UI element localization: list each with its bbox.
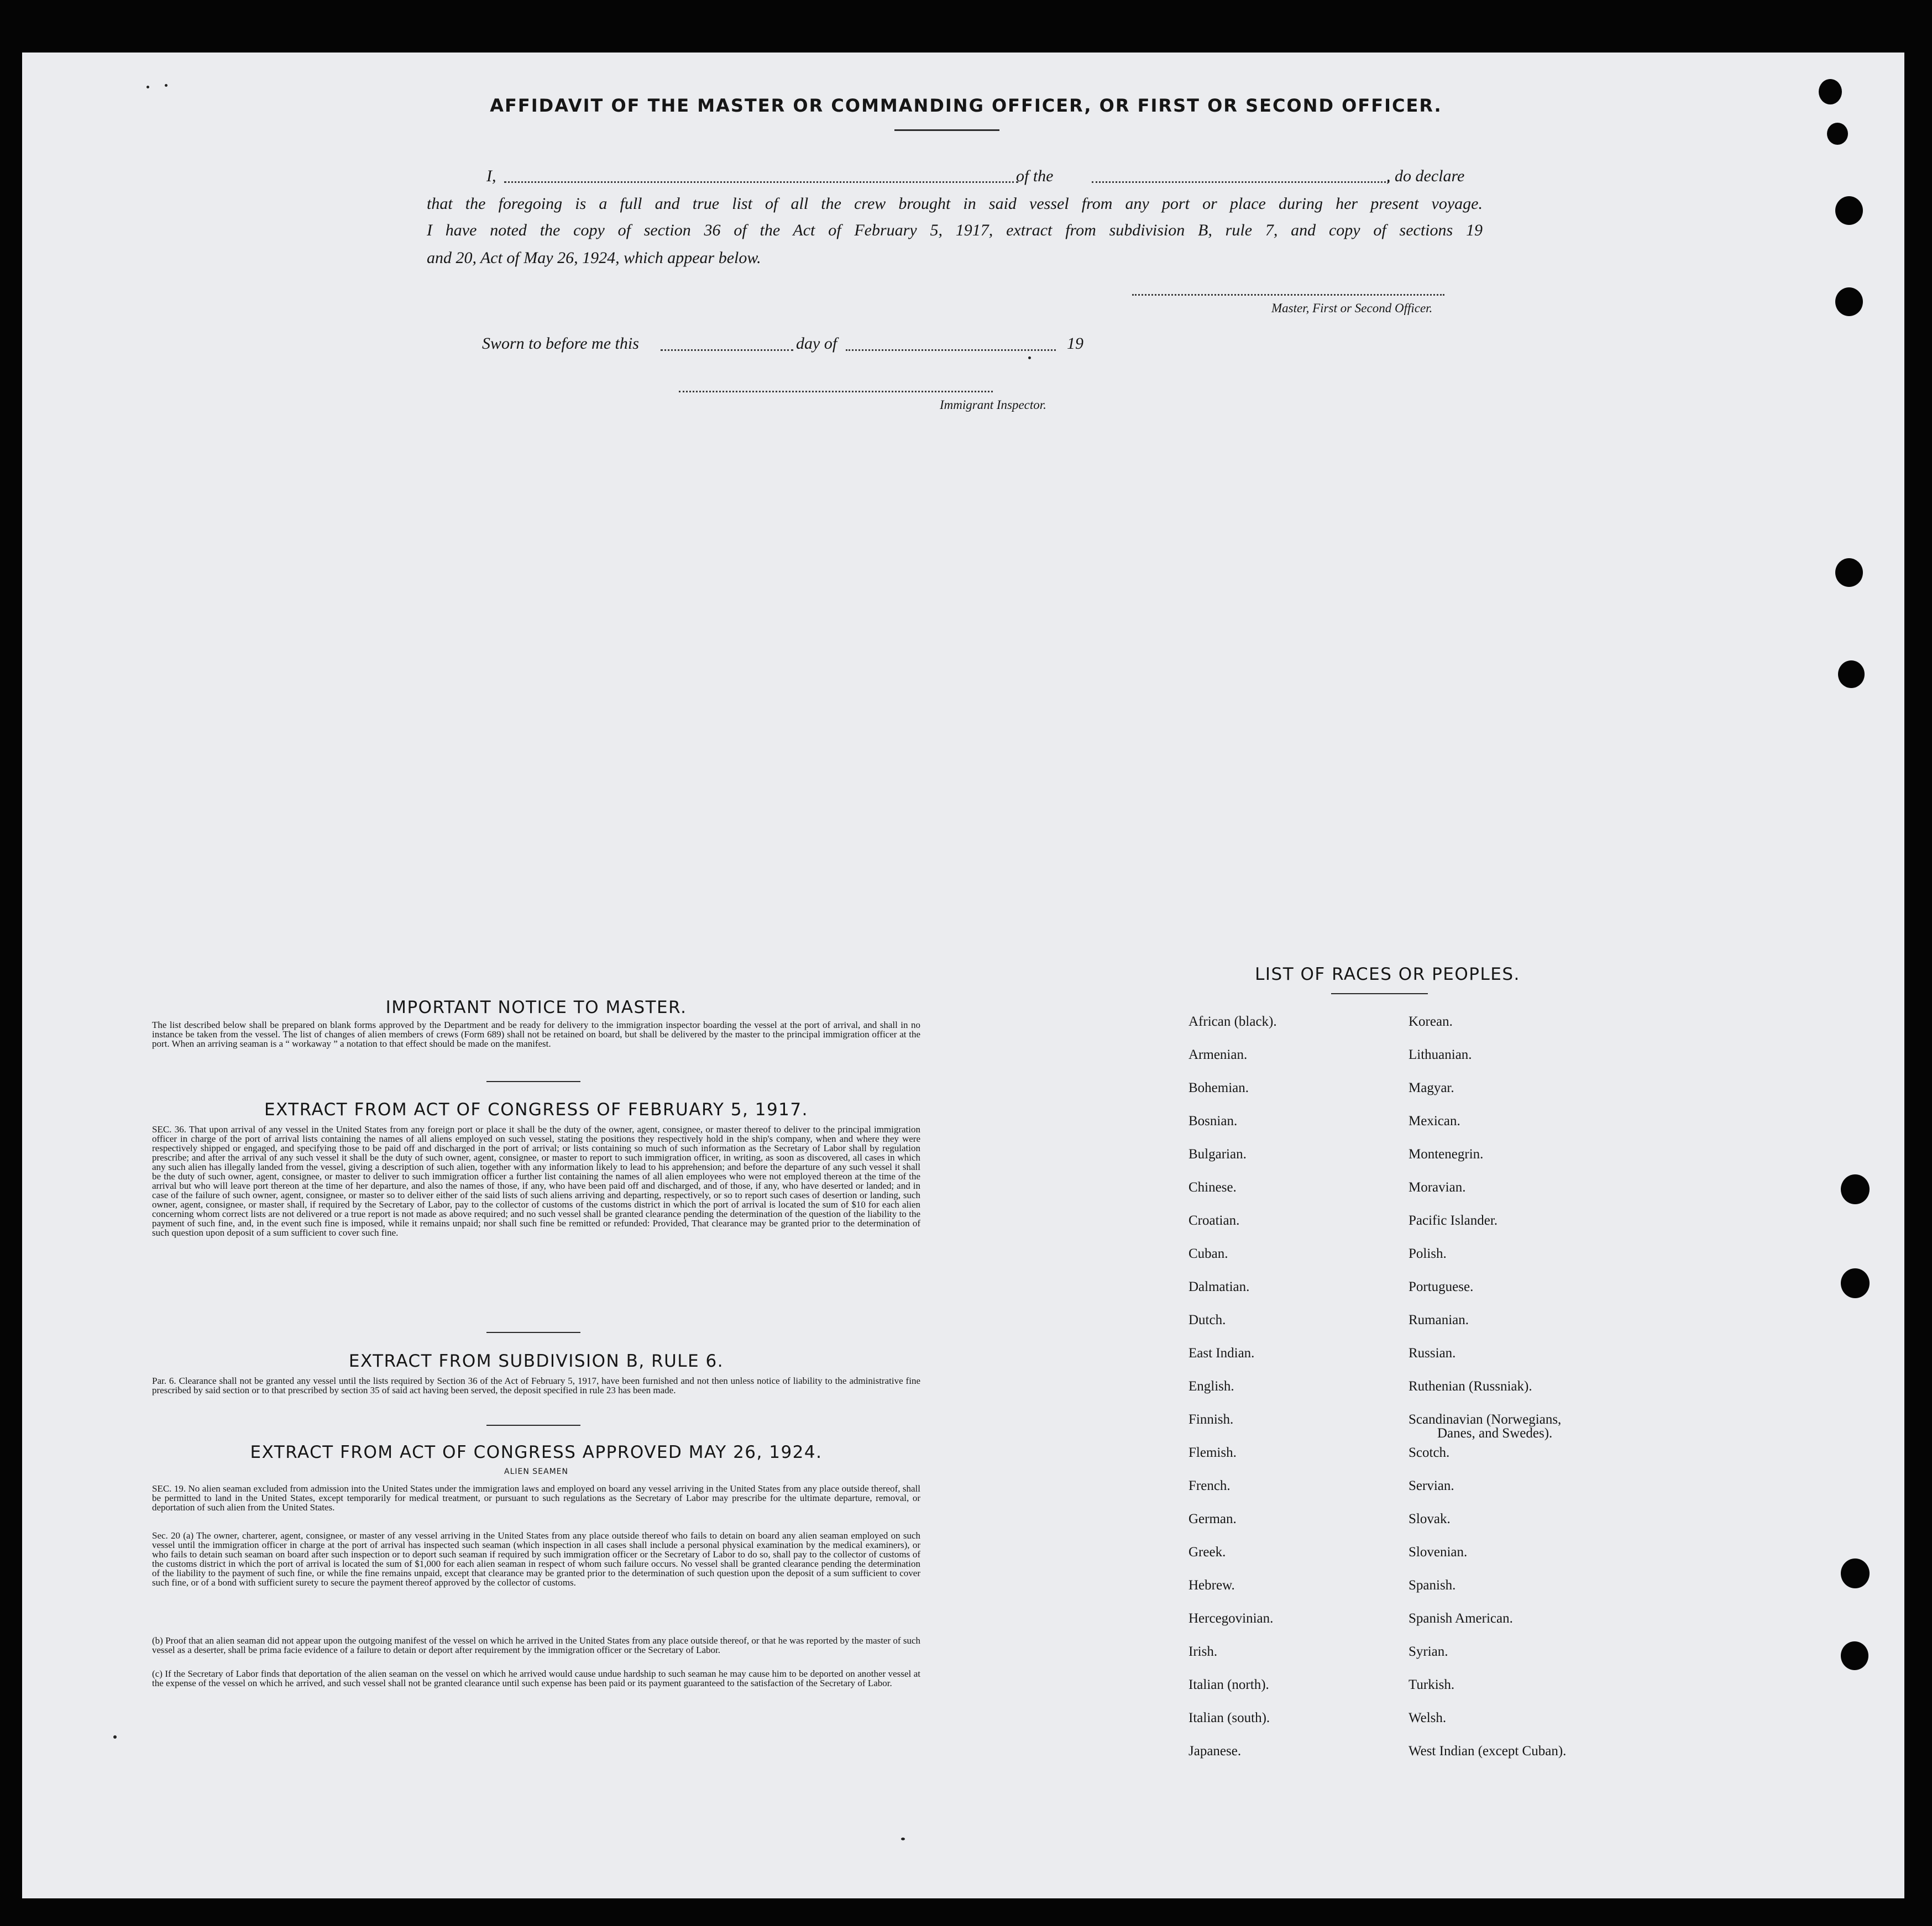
speck <box>1028 356 1031 359</box>
race-item: Scandinavian (Norwegians, <box>1409 1412 1562 1427</box>
affidavit-declare: , do declare <box>1386 167 1465 185</box>
race-item: English. <box>1188 1379 1234 1394</box>
race-item: Japanese. <box>1188 1744 1242 1759</box>
punch-hole <box>1841 1268 1870 1298</box>
speck <box>113 1735 117 1739</box>
race-item: Cuban. <box>1188 1246 1228 1261</box>
race-item: Scotch. <box>1409 1445 1450 1460</box>
race-item: Armenian. <box>1188 1047 1248 1062</box>
race-item: Welsh. <box>1409 1710 1447 1725</box>
punch-hole <box>1838 660 1865 688</box>
scandinavian-continuation: Danes, and Swedes). <box>1437 1426 1553 1441</box>
alien-seamen-subheading: ALIEN SEAMEN <box>504 1467 568 1476</box>
race-item: Slovenian. <box>1409 1545 1468 1560</box>
race-item: Turkish. <box>1409 1677 1455 1692</box>
divider <box>486 1081 580 1082</box>
race-item: Greek. <box>1188 1545 1226 1560</box>
race-item: Italian (north). <box>1188 1677 1269 1692</box>
race-item: Lithuanian. <box>1409 1047 1472 1062</box>
extract-1924-heading: EXTRACT FROM ACT OF CONGRESS APPROVED MAY 26, 1924. <box>250 1442 823 1462</box>
race-item: Irish. <box>1188 1644 1218 1659</box>
race-item: Dutch. <box>1188 1313 1226 1327</box>
speck <box>165 84 167 87</box>
punch-hole <box>1819 79 1842 104</box>
punch-hole <box>1835 287 1863 316</box>
divider <box>486 1425 580 1426</box>
month-blank[interactable] <box>846 349 1056 351</box>
rule6-heading: EXTRACT FROM SUBDIVISION B, RULE 6. <box>348 1351 724 1371</box>
day-blank[interactable] <box>661 349 793 351</box>
race-item: Slovak. <box>1409 1512 1451 1526</box>
punch-hole <box>1835 196 1863 225</box>
speck <box>146 86 149 88</box>
race-item: Mexican. <box>1409 1114 1460 1129</box>
punch-hole <box>1835 558 1863 587</box>
affidavit-line2: that the foregoing is a full and true list of all the crew brought in said vessel from any port or place during her present voyage. <box>427 195 1483 213</box>
year-prefix: 19 <box>1067 334 1083 353</box>
races-underline <box>1331 993 1428 994</box>
races-heading: LIST OF RACES OR PEOPLES. <box>1255 964 1520 984</box>
race-item: Bosnian. <box>1188 1114 1238 1129</box>
race-item: Hercegovinian. <box>1188 1611 1274 1626</box>
affidavit-line3: I have noted the copy of section 36 of the Act of February 5, 1917, extract from subdivision B, rule 7, and copy of sections 19 <box>427 221 1483 239</box>
form-sheet <box>22 53 1904 1898</box>
extract-1917-text: SEC. 36. That upon arrival of any vessel in the United States from any foreign port or place it shall be the duty of the owner, agent, consignee, or master thereof to deliver to the principal immigration officer in charge of the port of arrival lists containing the names of all aliens employed on such vessel, stating the positions they respectively hold in the ship's company, when and where they were respectively shipped or engaged, and specifying those to be paid off and discharged in the port of arrival; or lists containing so much of such information as the Secretary of Labor shall by regulation prescribe; and after the arrival of any such vessel it shall be the duty of such owner, agent, consignee, or master to report to such immigration officer, in writing, as soon as discovered, all cases in which any such alien has illegally landed from the vessel, giving a description of such alien, together with any information likely to lead to his apprehension; and before the departure of any such vessel it shall be the duty of such owner, agent, consignee, or master to deliver to such immigration officer a further list containing the names of all alien employees who were not employed thereon at the time of the arrival but who will leave port thereon at the time of her departure, and also the names of those, if any, who have been paid off and discharged, and of those, if any, who have deserted or landed; and in case of the failure of such owner, agent, consignee, or master so to deliver either of the said lists of such aliens arriving and departing, respectively, or so to report such cases of desertion or landing, such owner, agent, consignee, or master shall, if required by the Secretary of Labor, pay to the collector of customs of the customs district in which the port of arrival is located the sum of $10 for each alien concerning whom correct lists are not delivered or a true report is not made as above required; and no such vessel shall be granted clearance pending the determination of the question of the liability to the payment of such fine, and, in the event such fine is imposed, while it remains unpaid; nor shall such fine be remitted or refunded: Provided, That clearance may be granted prior to the determination of such question upon deposit of a sum sufficient to cover such fine. <box>152 1124 920 1238</box>
affidavit-line4: and 20, Act of May 26, 1924, which appear below. <box>427 249 761 267</box>
extract-1917-heading: EXTRACT FROM ACT OF CONGRESS OF FEBRUARY 5, 1917. <box>264 1100 808 1120</box>
race-item: Chinese. <box>1188 1180 1237 1195</box>
race-item: Dalmatian. <box>1188 1279 1250 1294</box>
race-item: Croatian. <box>1188 1213 1240 1228</box>
race-item: Servian. <box>1409 1478 1454 1493</box>
inspector-signature-blank[interactable] <box>679 391 993 392</box>
rule6-text: Par. 6. Clearance shall not be granted any vessel until the lists required by Section 36 of the Act of February 5, 1917, have been furnished and not then unless notice of liability to the administrative fine prescribed by said section or to that prescribed by section 35 of said act having been served, the deposit specified in rule 23 has been made. <box>152 1376 920 1395</box>
inspector-label: Immigrant Inspector. <box>940 398 1046 412</box>
affidavit-i: I, <box>486 167 496 185</box>
race-item: Polish. <box>1409 1246 1447 1261</box>
race-item: Montenegrin. <box>1409 1147 1484 1162</box>
affidavit-of-the: of the <box>1016 167 1054 185</box>
race-item: Moravian. <box>1409 1180 1466 1195</box>
race-item: Bulgarian. <box>1188 1147 1247 1162</box>
race-item: Ruthenian (Russniak). <box>1409 1379 1532 1394</box>
race-item: Spanish American. <box>1409 1611 1513 1626</box>
punch-hole <box>1841 1174 1870 1204</box>
vessel-blank[interactable] <box>1092 181 1389 183</box>
sec20b-text: (b) Proof that an alien seaman did not appear upon the outgoing manifest of the vessel on which he arrived in the United States from any place outside thereof, or that he was reported by the master of such vessel as a deserter, shall be prima facie evidence of a failure to detain or deport after requirement by the immigration officer or the Secretary of Labor. <box>152 1635 920 1655</box>
race-item: Hebrew. <box>1188 1578 1235 1593</box>
race-item: Korean. <box>1409 1014 1453 1029</box>
sec20a-text: Sec. 20 (a) The owner, charterer, agent, consignee, or master of any vessel arriving in the United States from any place outside thereof who fails to detain on board any alien seaman employed on such vessel until the immigration officer in charge at the port of arrival has inspected such seaman (which inspection in all cases shall include a personal physical examination by the medical examiners), or who fails to detain such seaman on board after such inspection or to deport such seaman if required by such immigration officer or the Secretary of Labor to do so, shall pay to the collector of customs of the customs district in which the port of arrival is located the sum of $1,000 for each alien seaman in respect of whom such failure occurs. No vessel shall be granted clearance pending the determination of the liability to the payment of such fine, or while the fine remains unpaid, except that clearance may be granted prior to the determination of such question upon the deposit of a sum sufficient to cover such fine, or of a bond with sufficient surety to secure the payment thereof approved by the collector of customs. <box>152 1530 920 1588</box>
affidavit-title: AFFIDAVIT OF THE MASTER OR COMMANDING OFFICER, OR FIRST OR SECOND OFFICER. <box>490 95 1442 116</box>
race-item: Bohemian. <box>1188 1080 1249 1095</box>
race-item: Russian. <box>1409 1346 1456 1361</box>
sec19-text: SEC. 19. No alien seaman excluded from admission into the United States under the immigration laws and employed on board any vessel arriving in the United States from any place outside thereof, shall be permitted to land in the United States, except temporarily for medical treatment, or pursuant to such regulations as the Secretary of Labor may prescribe for the ultimate departure, removal, or deportation of such alien from the United States. <box>152 1483 920 1513</box>
sworn-text: Sworn to before me this <box>482 334 639 353</box>
race-item: East Indian. <box>1188 1346 1255 1361</box>
name-blank[interactable] <box>504 181 1018 183</box>
race-item: West Indian (except Cuban). <box>1409 1744 1567 1759</box>
race-item: German. <box>1188 1512 1237 1526</box>
race-item: French. <box>1188 1478 1231 1493</box>
race-item: African (black). <box>1188 1014 1277 1029</box>
race-item: Rumanian. <box>1409 1313 1469 1327</box>
race-item: Italian (south). <box>1188 1710 1270 1725</box>
race-item: Syrian. <box>1409 1644 1448 1659</box>
punch-hole <box>1841 1641 1868 1670</box>
speck <box>901 1838 905 1840</box>
punch-hole <box>1827 123 1848 145</box>
race-item: Magyar. <box>1409 1080 1454 1095</box>
race-item: Spanish. <box>1409 1578 1456 1593</box>
notice-heading: IMPORTANT NOTICE TO MASTER. <box>385 998 687 1017</box>
race-item: Finnish. <box>1188 1412 1234 1427</box>
sec20c-text: (c) If the Secretary of Labor finds that deportation of the alien seaman on the vessel on which he arrived would cause undue hardship to such seaman he may cause him to be deported on another vessel at the expense of the vessel on which he arrived, and such vessel shall not be granted clearance until such expense has been paid or its payment guaranteed to the satisfaction of the Secretary of Labor. <box>152 1668 920 1688</box>
race-item: Pacific Islander. <box>1409 1213 1498 1228</box>
punch-hole <box>1841 1558 1870 1588</box>
day-of-text: day of <box>796 334 837 353</box>
race-item: Portuguese. <box>1409 1279 1474 1294</box>
divider <box>486 1332 580 1333</box>
race-item: Flemish. <box>1188 1445 1237 1460</box>
notice-text: The list described below shall be prepared on blank forms approved by the Department and be ready for delivery to the immigration inspector boarding the vessel at the port of arrival, and shall in no instance be taken from the vessel. The list of changes of alien members of crews (Form 689) shall not be retained on board, but shall be delivered by the master to the principal immigration officer at the port. When an arriving seaman is a “ workaway ” a notation to that effect should be made on the manifest. <box>152 1020 920 1049</box>
title-underline <box>894 129 999 131</box>
master-label: Master, First or Second Officer. <box>1271 301 1433 315</box>
master-signature-blank[interactable] <box>1132 294 1444 296</box>
